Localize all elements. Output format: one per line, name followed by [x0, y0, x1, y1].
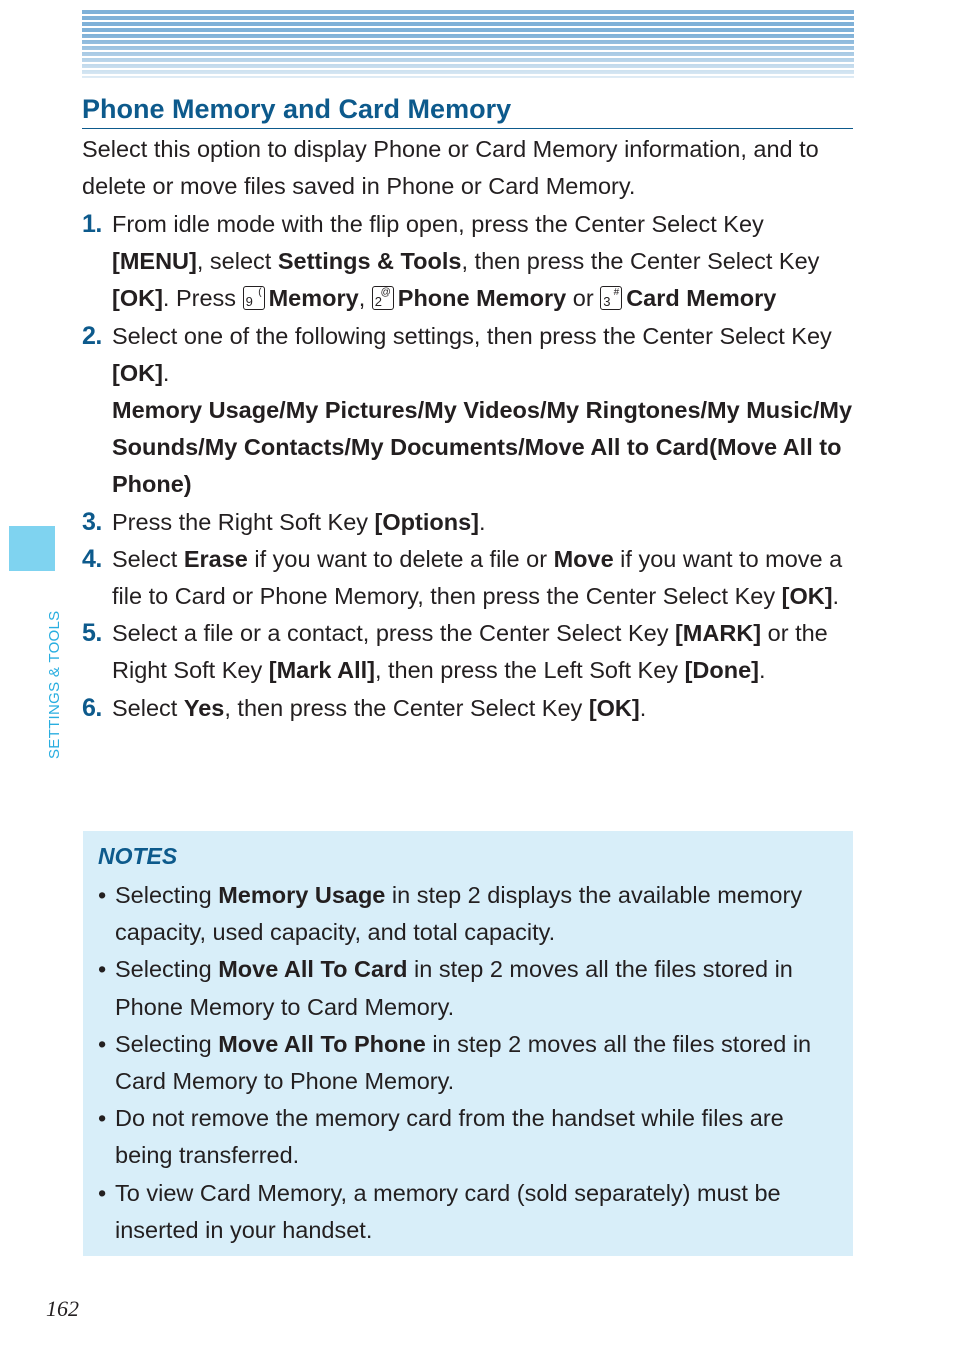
step-number: 5. — [82, 619, 102, 648]
key-3-icon: 3 # — [600, 286, 622, 310]
key-9-icon: 9 ( — [243, 286, 265, 310]
intro-paragraph: Select this option to display Phone or Card Memory information, and to delete or move files saved in Phone or Card Memory. — [82, 136, 819, 200]
step-number: 2. — [82, 321, 102, 350]
step-number: 6. — [82, 693, 102, 722]
step-5: 5. Select a file or a contact, press the Center Select Key [MARK] or the Right Soft Key [Mark All], then press the Left Soft Key [Done]. — [82, 615, 852, 689]
bullet-icon: • — [98, 1105, 107, 1132]
step-4: 4. Select Erase if you want to delete a file or Move if you want to move a file to Card or Phone Memory, then press the Center Select Key [OK]. — [82, 541, 852, 615]
note-item: • To view Card Memory, a memory card (sold separately) must be inserted in your handset. — [98, 1175, 838, 1249]
steps-list — [82, 206, 852, 727]
section-title: Phone Memory and Card Memory — [82, 92, 853, 129]
notes-box — [83, 831, 853, 1256]
step-number: 4. — [82, 544, 102, 573]
step-number: 3. — [82, 507, 102, 536]
section-tab-marker — [9, 526, 55, 571]
step-3: 3. Press the Right Soft Key [Options]. — [82, 504, 852, 541]
note-item: • Selecting Move All To Phone in step 2 moves all the files stored in Card Memory to Phone Memory. — [98, 1026, 838, 1100]
settings-options: Memory Usage/My Pictures/My Videos/My Ringtones/My Music/My Sounds/My Contacts/My Documents/Move All to Card(Move All to Phone) — [112, 397, 853, 498]
note-item: • Selecting Memory Usage in step 2 displays the available memory capacity, used capacity, and total capacity. — [98, 877, 838, 951]
bullet-icon: • — [98, 1179, 107, 1206]
header-banner — [82, 10, 854, 78]
notes-list — [98, 877, 838, 1249]
bullet-icon: • — [98, 882, 107, 908]
note-item: • Do not remove the memory card from the handset while files are being transferred. — [98, 1100, 838, 1174]
step-6: 6. Select Yes, then press the Center Select Key [OK]. — [82, 690, 852, 727]
page-number: 162 — [46, 1296, 79, 1321]
note-item: • Selecting Move All To Card in step 2 moves all the files stored in Phone Memory to Card Memory. — [98, 951, 838, 1025]
step-1: 1. From idle mode with the flip open, press the Center Select Key [MENU], select Settings & Tools, then press the Center Select Key [OK]. Press 9 ( Memory, 2 @ Phone Memory or 3 # Card Memory — [82, 206, 852, 318]
bullet-icon: • — [98, 956, 107, 983]
section-side-label: SETTINGS & TOOLS — [46, 610, 63, 759]
bullet-icon: • — [98, 1030, 107, 1057]
step-number: 1. — [82, 210, 102, 238]
notes-title: NOTES — [98, 843, 178, 869]
key-2-icon: 2 @ — [372, 286, 394, 310]
step-2: 2. Select one of the following settings, then press the Center Select Key [OK]. Memory Usage/My Pictures/My Videos/My Ringtones/My Music/My Sounds/My Contacts/My Documents/Move All to Card(Move All to Phone) — [82, 318, 852, 504]
